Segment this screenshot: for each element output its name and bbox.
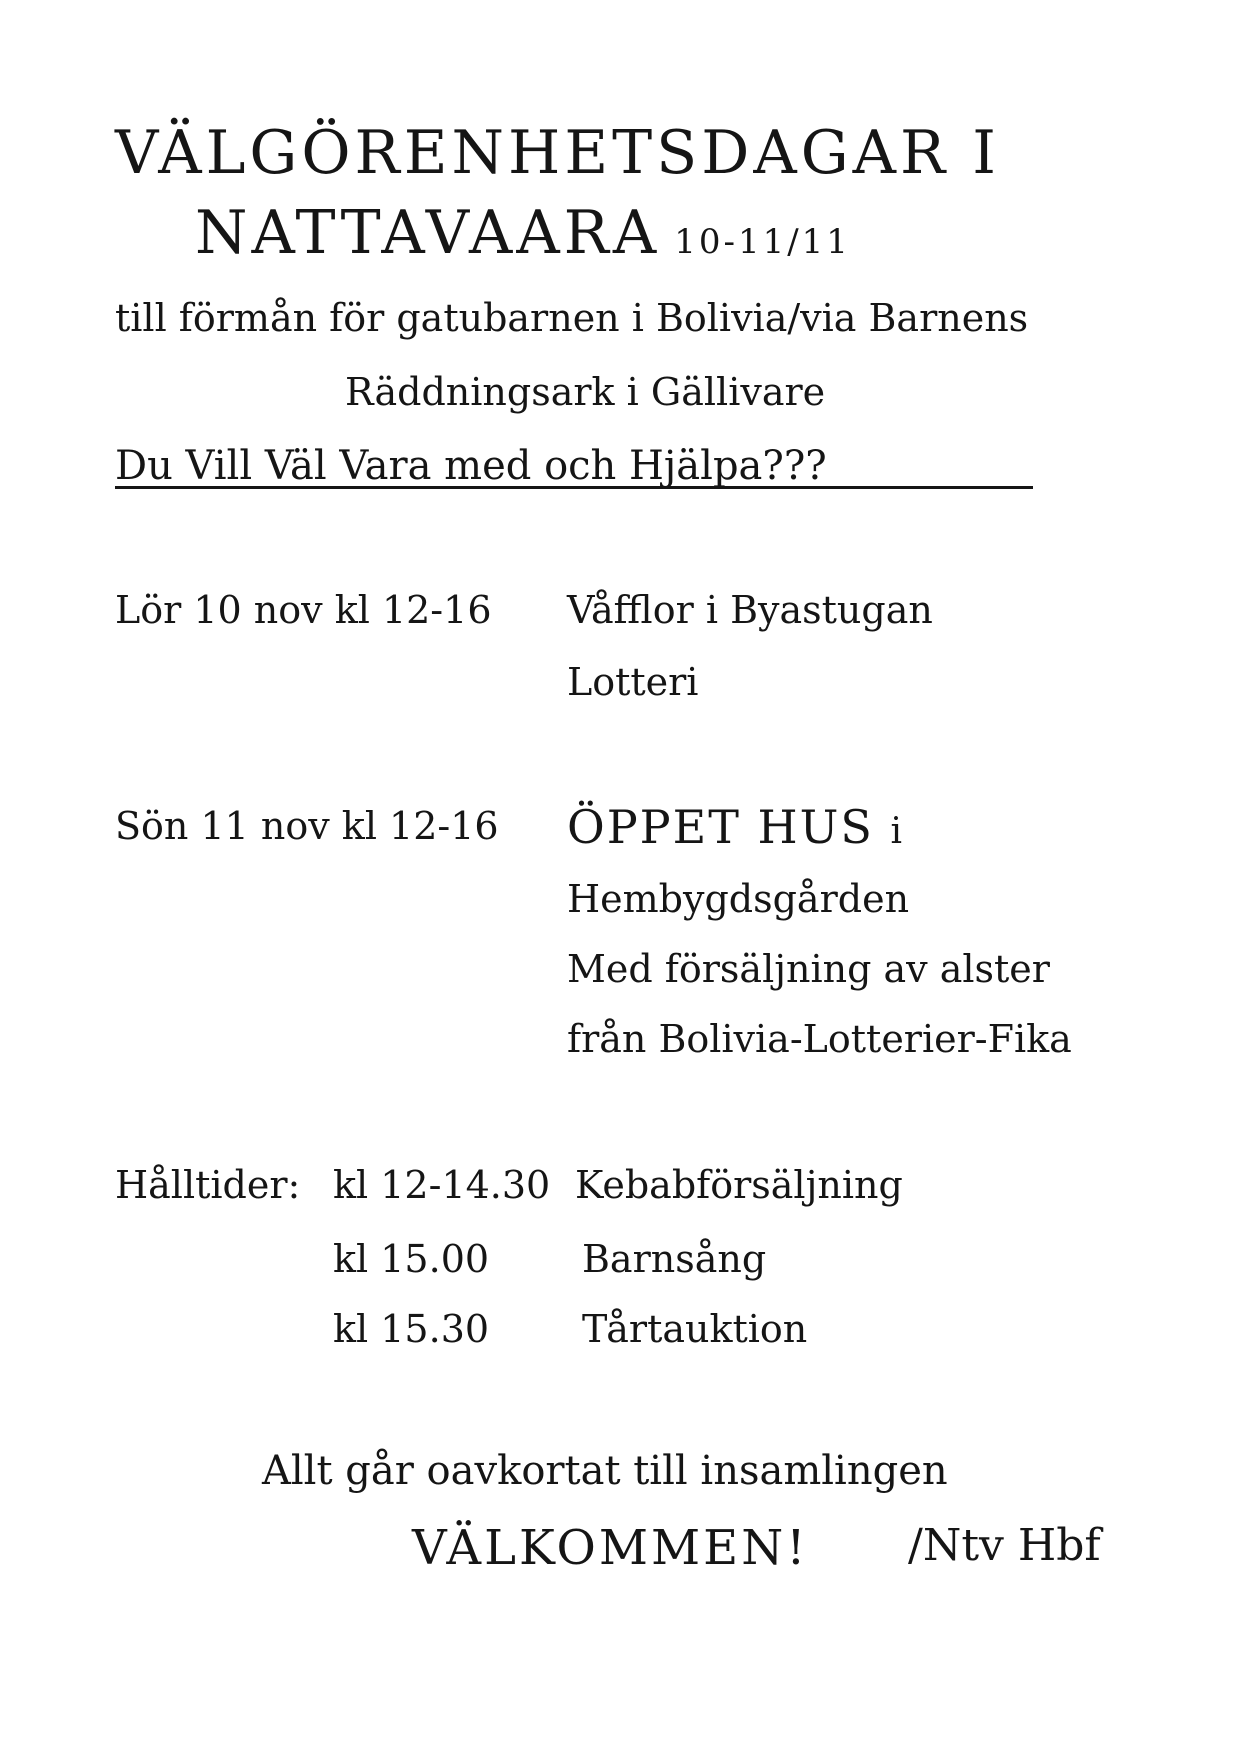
sunday-line: från Bolivia-Lotterier-Fika bbox=[567, 1017, 1072, 1061]
title-line-1: VÄLGÖRENHETSDAGAR I bbox=[115, 118, 1000, 188]
sunday-line: Med försäljning av alster bbox=[567, 947, 1050, 991]
sunday-headline-suffix: i bbox=[890, 811, 903, 852]
halltider-activity: Kebabförsäljning bbox=[575, 1163, 903, 1207]
sunday-headline bbox=[567, 800, 902, 854]
subtitle-line-1: till förmån för gatubarnen i Bolivia/via Barnens bbox=[115, 296, 1029, 340]
halltider-time: kl 12-14.30 bbox=[333, 1163, 551, 1207]
footer-note: Allt går oavkortat till insamlingen bbox=[262, 1448, 948, 1494]
sunday-line: Hembygdsgården bbox=[567, 877, 910, 921]
saturday-activity: Våfflor i Byastugan bbox=[567, 588, 933, 632]
title-line-2 bbox=[195, 198, 851, 268]
title-place: NATTAVAARA bbox=[195, 198, 661, 268]
halltider-activity: Tårtauktion bbox=[582, 1307, 808, 1351]
sunday-when: Sön 11 nov kl 12-16 bbox=[115, 804, 499, 848]
saturday-activity: Lotteri bbox=[567, 660, 699, 704]
halltider-activity: Barnsång bbox=[582, 1237, 767, 1281]
halltider-time: kl 15.00 bbox=[333, 1237, 490, 1281]
halltider-label: Hålltider: bbox=[115, 1163, 301, 1207]
footer-signature: /Ntv Hbf bbox=[908, 1520, 1101, 1571]
halltider-time: kl 15.30 bbox=[333, 1307, 490, 1351]
saturday-when: Lör 10 nov kl 12-16 bbox=[115, 588, 492, 632]
sunday-headline-text: ÖPPET HUS bbox=[567, 800, 874, 854]
cta-underline-divider bbox=[115, 486, 1033, 489]
title-date: 10-11/11 bbox=[674, 222, 851, 262]
subtitle-line-2: Räddningsark i Gällivare bbox=[345, 370, 826, 414]
call-to-action: Du Vill Väl Vara med och Hjälpa??? bbox=[115, 443, 827, 489]
footer-welcome: VÄLKOMMEN! bbox=[412, 1520, 809, 1576]
